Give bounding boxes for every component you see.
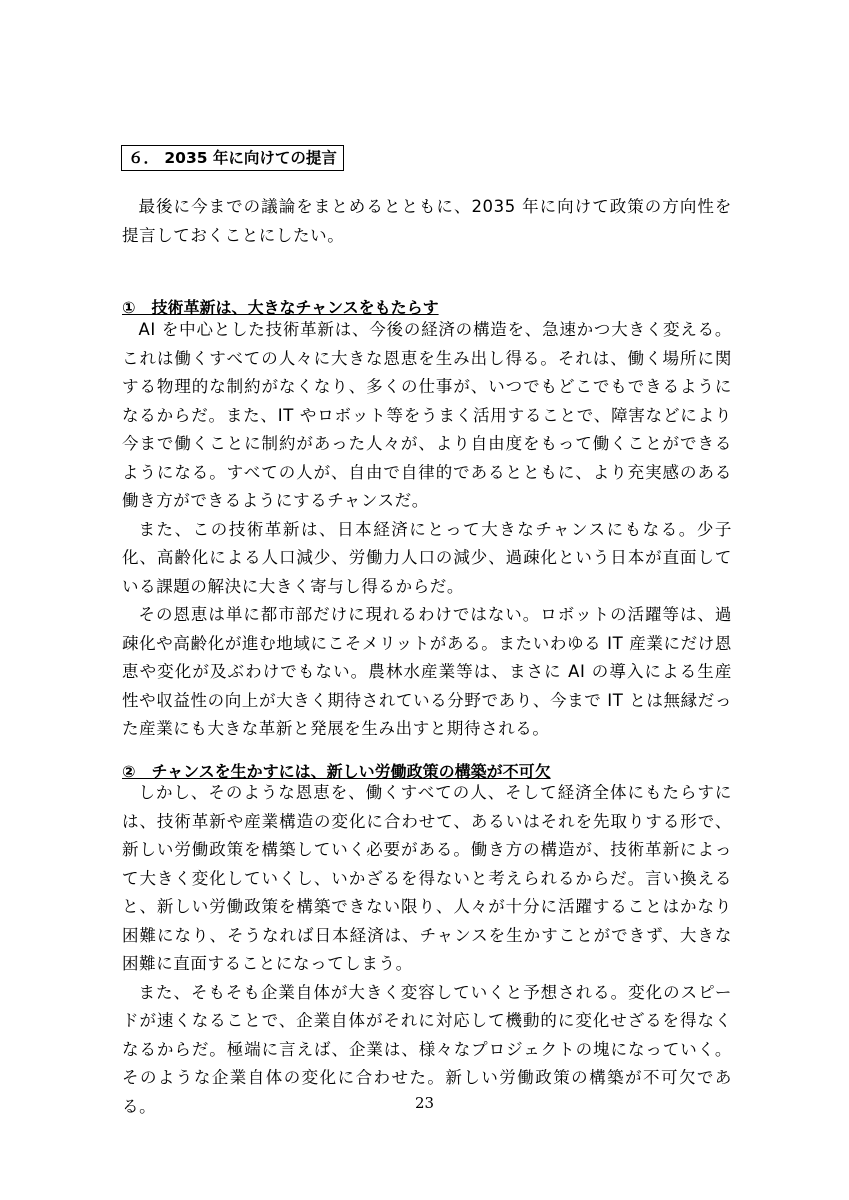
paragraph: その恩恵は単に都市部だけに現れるわけではない。ロボットの活躍等は、過疎化や高齢化が進む地域にこそメリットがある。またいわゆる IT 産業にだけ恩恵や変化が及ぶわけでもない。農林水産業等は、まさに AI の導入による生産性や収益性の向上が大きく期待されている分野であり、今まで IT とは無縁だった産業にも大きな革新と発展を生み出すと期待される。: [122, 605, 732, 738]
section-title: ６． 2035 年に向けての提言: [121, 145, 344, 171]
subsection-2-body: [122, 779, 732, 1121]
paragraph: また、この技術革新は、日本経済にとって大きなチャンスにもなる。少子化、高齢化による人口減少、労働力人口の減少、過疎化という日本が直面している課題の解決に大きく寄与し得るからだ。: [122, 519, 732, 596]
intro-text: [122, 193, 732, 250]
paragraph: しかし、そのような恩恵を、働くすべての人、そして経済全体にもたらすには、技術革新や産業構造の変化に合わせて、あるいはそれを先取りする形で、新しい労働政策を構築していく必要がある。働き方の構造が、技術革新によって大きく変化していくし、いかざるを得ないと考えられるからだ。言い換えると、新しい労働政策を構築できない限り、人々が十分に活躍することはかなり困難になり、そうなれば日本経済は、チャンスを生かすことができず、大きな困難に直面することになってしまう。: [122, 783, 732, 973]
subsection-1-heading: ① 技術革新は、大きなチャンスをもたらす: [122, 298, 439, 317]
subsection-1-body: [122, 316, 732, 744]
paragraph: AI を中心とした技術革新は、今後の経済の構造を、急速かつ大きく変える。これは働くすべての人々に大きな恩恵を生み出し得る。それは、働く場所に関する物理的な制約がなくなり、多くの仕事が、いつでもどこでもできるようになるからだ。また、IT やロボット等をうまく活用することで、障害などにより今まで働くことに制約があった人々が、より自由度をもって働くことができるようになる。すべての人が、自由で自律的であるとともに、より充実感のある働き方ができるようにするチャンスだ。: [122, 320, 732, 510]
paragraph: また、そもそも企業自体が大きく変容していくと予想される。変化のスピードが速くなることで、企業自体がそれに対応して機動的に変化せざるを得なくなるからだ。極端に言えば、企業は、様々なプロジェクトの塊になっていく。そのような企業自体の変化に合わせた。新しい労働政策の構築が不可欠である。: [122, 982, 732, 1116]
page-number: 23: [414, 1094, 435, 1112]
subsection-2-heading: ② チャンスを生かすには、新しい労働政策の構築が不可欠: [122, 762, 551, 781]
intro-paragraph: 最後に今までの議論をまとめるとともに、2035 年に向けて政策の方向性を提言しておくことにしたい。: [122, 197, 732, 245]
